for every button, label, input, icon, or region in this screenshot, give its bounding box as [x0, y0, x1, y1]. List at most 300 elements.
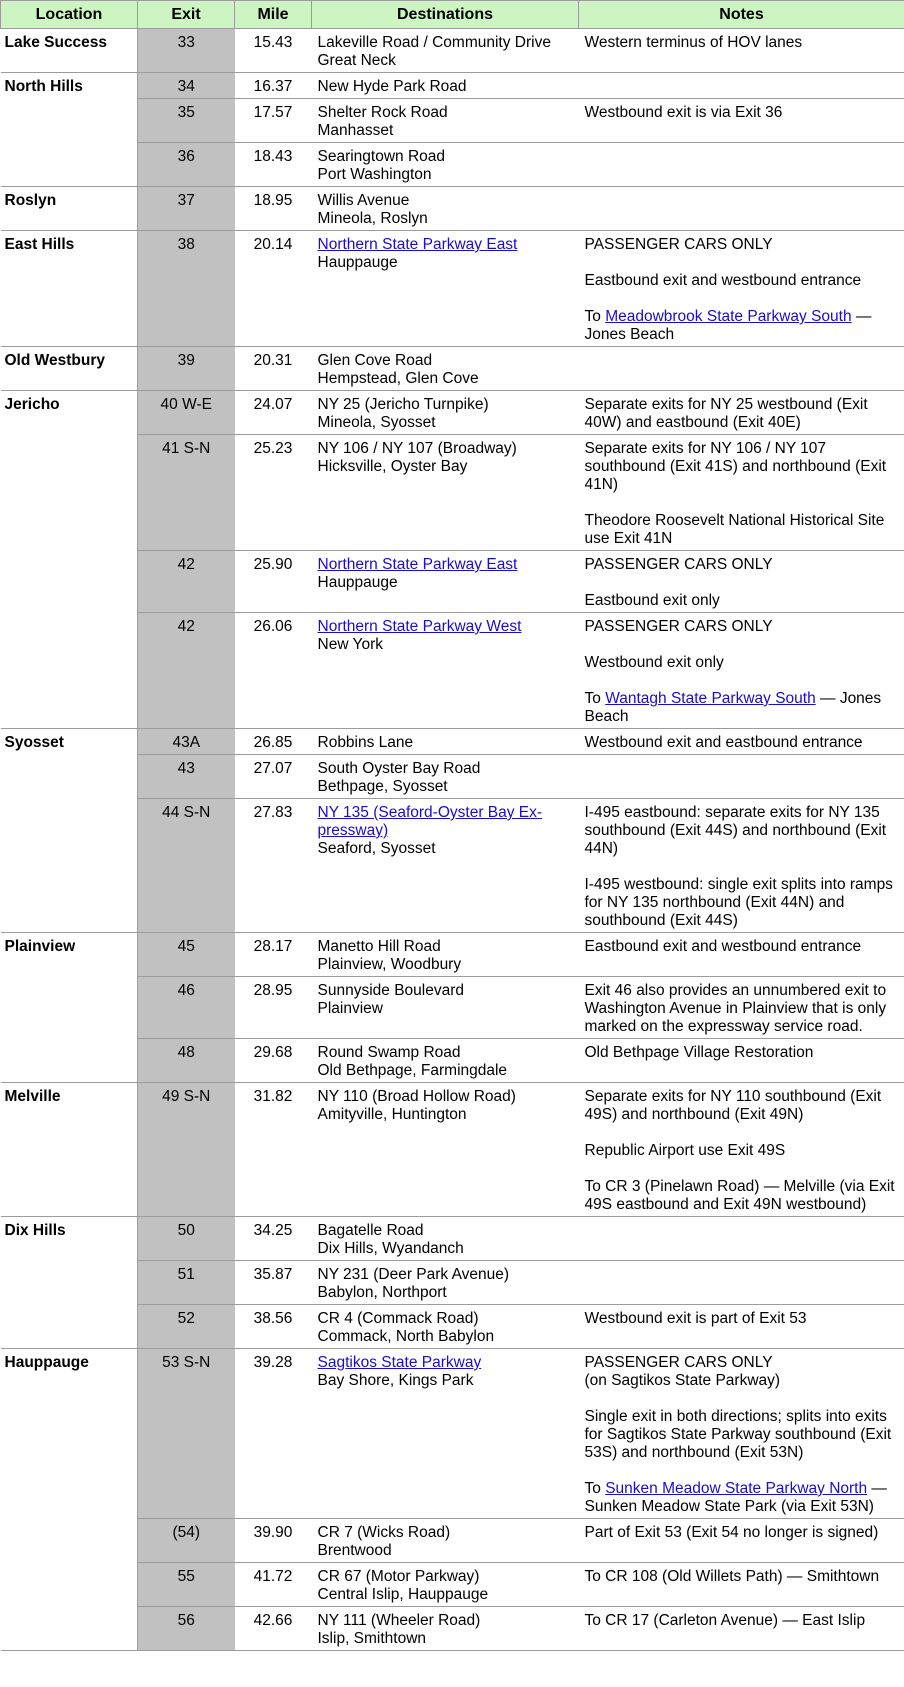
note-spacer	[585, 1462, 901, 1480]
exit-cell: (54)	[138, 1519, 235, 1563]
destinations-cell	[312, 551, 579, 613]
location-cell: East Hills	[1, 231, 138, 347]
destination-line	[318, 1266, 575, 1284]
note-text: Westbound exit only	[584, 654, 724, 671]
header-mile: Mile	[235, 1, 312, 29]
note-line	[585, 326, 901, 344]
destinations-cell	[312, 1563, 579, 1607]
exit-cell: 51	[138, 1261, 235, 1305]
mile-cell: 25.23	[235, 435, 312, 551]
table-row	[1, 231, 904, 347]
exit-cell: 39	[138, 347, 235, 391]
destination-line	[318, 1310, 575, 1328]
destination-text: Port Washington	[317, 166, 432, 183]
table-row	[1, 391, 904, 435]
destination-line	[318, 458, 575, 476]
note-line	[585, 1044, 901, 1062]
note-text: PASSENGER CARS ONLY	[584, 556, 773, 573]
exit-cell: 33	[138, 29, 235, 73]
destination-line	[318, 1062, 575, 1080]
destination-line	[318, 352, 575, 370]
header-exit: Exit	[138, 1, 235, 29]
table-body	[1, 29, 904, 1651]
destinations-cell	[312, 391, 579, 435]
notes-cell	[579, 1519, 904, 1563]
destination-text: New Hyde Park Road	[317, 78, 467, 95]
note-text: Republic Airport use Exit 49S	[584, 1142, 786, 1159]
destinations-cell	[312, 1519, 579, 1563]
note-line	[585, 734, 901, 752]
destination-text: Searingtown Road	[317, 148, 446, 165]
destination-line	[318, 956, 575, 974]
note-spacer	[585, 1124, 901, 1142]
note-line	[585, 938, 901, 956]
destinations-cell	[312, 347, 579, 391]
destinations-cell	[312, 1261, 579, 1305]
note-spacer	[585, 636, 901, 654]
exit-cell: 42	[138, 613, 235, 729]
destination-line	[318, 254, 575, 272]
note-link[interactable]: Wantagh State Parkway South	[605, 690, 816, 707]
destination-text: Amityville, Huntington	[317, 1106, 467, 1123]
destination-text: NY 231 (Deer Park Avenue)	[317, 1266, 510, 1283]
mile-cell: 42.66	[235, 1607, 312, 1651]
destination-line	[318, 370, 575, 388]
note-line	[585, 1196, 901, 1214]
destination-link[interactable]: NY 135 (Seaford-Oyster Bay Ex-	[317, 804, 543, 821]
note-text: Westbound exit is part of Exit 53	[584, 1310, 807, 1327]
destination-link[interactable]: Sagtikos State Parkway	[317, 1354, 482, 1371]
note-text: To CR 108 (Old Willets Path) — Smithtown	[584, 1568, 880, 1585]
exit-cell: 52	[138, 1305, 235, 1349]
destination-text: NY 111 (Wheeler Road)	[317, 1612, 481, 1629]
destinations-cell	[312, 231, 579, 347]
location-cell: North Hills	[1, 73, 138, 187]
destination-line	[318, 982, 575, 1000]
destination-text: Islip, Smithtown	[317, 1630, 427, 1647]
note-line	[585, 308, 901, 326]
notes-cell	[579, 143, 904, 187]
location-cell: Syosset	[1, 729, 138, 933]
note-text: Separate exits for NY 25 westbound (Exit	[584, 396, 868, 413]
note-text: Separate exits for NY 106 / NY 107	[584, 440, 827, 457]
note-spacer	[585, 1160, 901, 1178]
note-text: Theodore Roosevelt National Historical Site	[584, 512, 885, 529]
note-line	[585, 912, 901, 930]
destination-text: Hicksville, Oyster Bay	[317, 458, 468, 475]
note-line	[585, 708, 901, 726]
destination-text: NY 106 / NY 107 (Broadway)	[317, 440, 517, 457]
note-line	[585, 1106, 901, 1124]
destinations-cell	[312, 799, 579, 933]
destination-text: Plainview	[317, 1000, 383, 1017]
destination-text: Shelter Rock Road	[317, 104, 448, 121]
destination-line	[318, 414, 575, 432]
destination-text: Great Neck	[317, 52, 396, 69]
note-line	[585, 690, 901, 708]
note-text: southbound (Exit 44S)	[584, 912, 738, 929]
note-line	[585, 804, 901, 822]
table-row	[1, 1349, 904, 1519]
destination-text: Plainview, Woodbury	[317, 956, 462, 973]
destinations-cell	[312, 613, 579, 729]
destination-text: Hauppauge	[317, 574, 398, 591]
notes-cell	[579, 73, 904, 99]
notes-cell	[579, 977, 904, 1039]
mile-cell: 25.90	[235, 551, 312, 613]
location-cell: Melville	[1, 1083, 138, 1217]
note-spacer	[585, 858, 901, 876]
note-text: Westbound exit is via Exit 36	[584, 104, 783, 121]
destination-line	[318, 34, 575, 52]
note-text: Exit 46 also provides an unnumbered exit to	[584, 982, 887, 999]
destination-text: Bagatelle Road	[317, 1222, 424, 1239]
note-line	[585, 34, 901, 52]
mile-cell: 27.07	[235, 755, 312, 799]
note-text: 53S) and northbound (Exit 53N)	[584, 1444, 804, 1461]
note-line	[585, 654, 901, 672]
notes-cell	[579, 391, 904, 435]
mile-cell: 27.83	[235, 799, 312, 933]
notes-cell	[579, 1217, 904, 1261]
note-line	[585, 840, 901, 858]
note-text: Western terminus of HOV lanes	[584, 34, 803, 51]
destination-text: Robbins Lane	[317, 734, 414, 751]
destination-line	[318, 166, 575, 184]
exit-cell: 36	[138, 143, 235, 187]
location-cell: Lake Success	[1, 29, 138, 73]
note-text: I-495 eastbound: separate exits for NY 135	[584, 804, 880, 821]
header-destinations: Destinations	[312, 1, 579, 29]
destination-text: Central Islip, Hauppauge	[317, 1586, 489, 1603]
note-line	[585, 104, 901, 122]
note-text: marked on the expressway service road.	[584, 1018, 863, 1035]
note-text: 40W) and eastbound (Exit 40E)	[584, 414, 801, 431]
destination-line	[318, 1088, 575, 1106]
destinations-cell	[312, 755, 579, 799]
note-text: southbound (Exit 44S) and northbound (Exit	[584, 822, 887, 839]
mile-cell: 28.95	[235, 977, 312, 1039]
destination-line	[318, 618, 575, 636]
location-cell: Dix Hills	[1, 1217, 138, 1349]
note-line	[585, 458, 901, 476]
note-spacer	[585, 672, 901, 690]
destination-line	[318, 804, 575, 822]
notes-cell	[579, 1349, 904, 1519]
exit-cell: 35	[138, 99, 235, 143]
note-line	[585, 556, 901, 574]
note-text: Single exit in both directions; splits into exits	[584, 1408, 887, 1425]
location-cell: Jericho	[1, 391, 138, 729]
exit-cell: 43	[138, 755, 235, 799]
location-cell: Old Westbury	[1, 347, 138, 391]
destination-text: Old Bethpage, Farmingdale	[317, 1062, 508, 1079]
note-link[interactable]: Meadowbrook State Parkway South	[605, 308, 852, 325]
exit-cell: 44 S-N	[138, 799, 235, 933]
destination-text: South Oyster Bay Road	[317, 760, 481, 777]
note-line	[585, 476, 901, 494]
destinations-cell	[312, 187, 579, 231]
note-line	[585, 1372, 901, 1390]
destination-line	[318, 1240, 575, 1258]
exit-cell: 41 S-N	[138, 435, 235, 551]
note-spacer	[585, 254, 901, 272]
note-text: To	[584, 308, 606, 325]
destination-line	[318, 760, 575, 778]
table-row	[1, 729, 904, 755]
mile-cell: 31.82	[235, 1083, 312, 1217]
note-link[interactable]: Sunken Meadow State Parkway North	[605, 1480, 868, 1497]
notes-cell	[579, 435, 904, 551]
destination-line	[318, 778, 575, 796]
destination-line	[318, 78, 575, 96]
header-notes: Notes	[579, 1, 904, 29]
destinations-cell	[312, 99, 579, 143]
note-text: To	[584, 690, 606, 707]
note-spacer	[585, 494, 901, 512]
destination-line	[318, 1524, 575, 1542]
location-cell: Roslyn	[1, 187, 138, 231]
destination-text: Hauppauge	[317, 254, 398, 271]
notes-cell	[579, 799, 904, 933]
mile-cell: 26.85	[235, 729, 312, 755]
location-cell: Plainview	[1, 933, 138, 1083]
notes-cell	[579, 1083, 904, 1217]
destination-text: Mineola, Syosset	[317, 414, 436, 431]
note-text: Jones Beach	[584, 326, 675, 343]
destinations-cell	[312, 435, 579, 551]
note-line	[585, 982, 901, 1000]
note-line	[585, 1000, 901, 1018]
destination-line	[318, 840, 575, 858]
destination-line	[318, 1586, 575, 1604]
notes-cell	[579, 1305, 904, 1349]
note-line	[585, 272, 901, 290]
exit-cell: 46	[138, 977, 235, 1039]
note-line	[585, 396, 901, 414]
note-text: Eastbound exit only	[584, 592, 720, 609]
destination-text: Sunnyside Boulevard	[317, 982, 464, 999]
mile-cell: 24.07	[235, 391, 312, 435]
mile-cell: 34.25	[235, 1217, 312, 1261]
destination-text: Mineola, Roslyn	[317, 210, 428, 227]
note-line	[585, 414, 901, 432]
exit-cell: 55	[138, 1563, 235, 1607]
header-row	[1, 1, 904, 29]
note-text: use Exit 41N	[584, 530, 673, 547]
notes-cell	[579, 551, 904, 613]
table-row	[1, 1217, 904, 1261]
note-line	[585, 1524, 901, 1542]
exit-cell: 37	[138, 187, 235, 231]
destination-line	[318, 734, 575, 752]
destination-line	[318, 1372, 575, 1390]
note-text: for Sagtikos State Parkway southbound (Exit	[584, 1426, 892, 1443]
note-text: 44N)	[584, 840, 619, 857]
destination-line	[318, 938, 575, 956]
exit-cell: 56	[138, 1607, 235, 1651]
mile-cell: 39.90	[235, 1519, 312, 1563]
exit-cell: 50	[138, 1217, 235, 1261]
header-location: Location	[1, 1, 138, 29]
note-line	[585, 822, 901, 840]
destinations-cell	[312, 1039, 579, 1083]
mile-cell: 16.37	[235, 73, 312, 99]
destination-line	[318, 148, 575, 166]
note-text: —	[851, 308, 872, 325]
table-row	[1, 73, 904, 99]
mile-cell: 41.72	[235, 1563, 312, 1607]
destination-text: Glen Cove Road	[317, 352, 433, 369]
exit-cell: 43A	[138, 729, 235, 755]
table-row	[1, 1083, 904, 1217]
destination-text: NY 25 (Jericho Turnpike)	[317, 396, 489, 413]
destination-line	[318, 1354, 575, 1372]
exit-cell: 53 S-N	[138, 1349, 235, 1519]
destination-line	[318, 1542, 575, 1560]
note-line	[585, 512, 901, 530]
notes-cell	[579, 347, 904, 391]
destinations-cell	[312, 977, 579, 1039]
mile-cell: 18.43	[235, 143, 312, 187]
location-cell: Hauppauge	[1, 1349, 138, 1651]
note-line	[585, 1426, 901, 1444]
note-line	[585, 592, 901, 610]
note-text: PASSENGER CARS ONLY	[584, 236, 773, 253]
notes-cell	[579, 187, 904, 231]
mile-cell: 15.43	[235, 29, 312, 73]
destination-line	[318, 556, 575, 574]
destination-text: Round Swamp Road	[317, 1044, 461, 1061]
note-line	[585, 1444, 901, 1462]
destination-text: New York	[317, 636, 383, 653]
destinations-cell	[312, 143, 579, 187]
mile-cell: 20.14	[235, 231, 312, 347]
destinations-cell	[312, 933, 579, 977]
destination-line	[318, 636, 575, 654]
mile-cell: 39.28	[235, 1349, 312, 1519]
note-text: Washington Avenue in Plainview that is only	[584, 1000, 887, 1017]
note-line	[585, 1178, 901, 1196]
mile-cell: 17.57	[235, 99, 312, 143]
destinations-cell	[312, 29, 579, 73]
note-text: Old Bethpage Village Restoration	[584, 1044, 814, 1061]
table-row	[1, 347, 904, 391]
destination-line	[318, 210, 575, 228]
destination-text: CR 7 (Wicks Road)	[317, 1524, 451, 1541]
destination-line	[318, 1000, 575, 1018]
destination-link[interactable]: Northern State Parkway East	[317, 556, 518, 573]
destinations-cell	[312, 729, 579, 755]
note-line	[585, 876, 901, 894]
destination-link[interactable]: Northern State Parkway East	[317, 236, 518, 253]
destination-line	[318, 396, 575, 414]
note-text: —	[867, 1480, 887, 1497]
destination-line	[318, 574, 575, 592]
destinations-cell	[312, 73, 579, 99]
note-text: Part of Exit 53 (Exit 54 no longer is signed)	[584, 1524, 879, 1541]
note-text: Eastbound exit and westbound entrance	[584, 272, 862, 289]
exit-cell: 48	[138, 1039, 235, 1083]
destination-text: Bethpage, Syosset	[317, 778, 448, 795]
mile-cell: 28.17	[235, 933, 312, 977]
note-spacer	[585, 574, 901, 592]
note-line	[585, 1408, 901, 1426]
destination-line	[318, 1106, 575, 1124]
note-line	[585, 530, 901, 548]
note-text: southbound (Exit 41S) and northbound (Exit	[584, 458, 887, 475]
destination-line	[318, 122, 575, 140]
exit-cell: 49 S-N	[138, 1083, 235, 1217]
destination-line	[318, 1284, 575, 1302]
destination-link[interactable]: Northern State Parkway West	[317, 618, 522, 635]
destination-text: NY 110 (Broad Hollow Road)	[317, 1088, 516, 1105]
destination-line	[318, 1044, 575, 1062]
notes-cell	[579, 99, 904, 143]
notes-cell	[579, 933, 904, 977]
table-row	[1, 187, 904, 231]
note-line	[585, 1018, 901, 1036]
exit-cell: 42	[138, 551, 235, 613]
destination-text: Manetto Hill Road	[317, 938, 441, 955]
destination-line	[318, 822, 575, 840]
notes-cell	[579, 1563, 904, 1607]
note-text: 49S) and northbound (Exit 49N)	[584, 1106, 804, 1123]
notes-cell	[579, 613, 904, 729]
destination-text: Brentwood	[317, 1542, 392, 1559]
destination-text: Seaford, Syosset	[317, 840, 436, 857]
notes-cell	[579, 29, 904, 73]
note-line	[585, 236, 901, 254]
destination-text: Commack, North Babylon	[317, 1328, 495, 1345]
destination-line	[318, 236, 575, 254]
destinations-cell	[312, 1305, 579, 1349]
destination-line	[318, 1222, 575, 1240]
exit-cell: 45	[138, 933, 235, 977]
mile-cell: 35.87	[235, 1261, 312, 1305]
note-spacer	[585, 1390, 901, 1408]
note-line	[585, 1088, 901, 1106]
destination-line	[318, 1568, 575, 1586]
destination-link[interactable]: pressway)	[317, 822, 389, 839]
destination-line	[318, 440, 575, 458]
destinations-cell	[312, 1349, 579, 1519]
mile-cell: 18.95	[235, 187, 312, 231]
note-text: Sunken Meadow State Park (via Exit 53N)	[584, 1498, 874, 1515]
destination-text: Babylon, Northport	[317, 1284, 447, 1301]
note-text: — Jones	[815, 690, 882, 707]
mile-cell: 29.68	[235, 1039, 312, 1083]
note-text: Eastbound exit and westbound entrance	[584, 938, 862, 955]
exit-cell: 38	[138, 231, 235, 347]
table-row	[1, 933, 904, 977]
destination-text: Hempstead, Glen Cove	[317, 370, 479, 387]
note-line	[585, 894, 901, 912]
note-spacer	[585, 290, 901, 308]
note-line	[585, 618, 901, 636]
notes-cell	[579, 231, 904, 347]
note-line	[585, 1142, 901, 1160]
note-text: PASSENGER CARS ONLY	[584, 1354, 773, 1371]
destination-text: Dix Hills, Wyandanch	[317, 1240, 464, 1257]
notes-cell	[579, 1261, 904, 1305]
destination-text: Willis Avenue	[317, 192, 410, 209]
destinations-cell	[312, 1083, 579, 1217]
mile-cell: 26.06	[235, 613, 312, 729]
exit-cell: 34	[138, 73, 235, 99]
note-text: To CR 17 (Carleton Avenue) — East Islip	[584, 1612, 866, 1629]
note-line	[585, 1568, 901, 1586]
